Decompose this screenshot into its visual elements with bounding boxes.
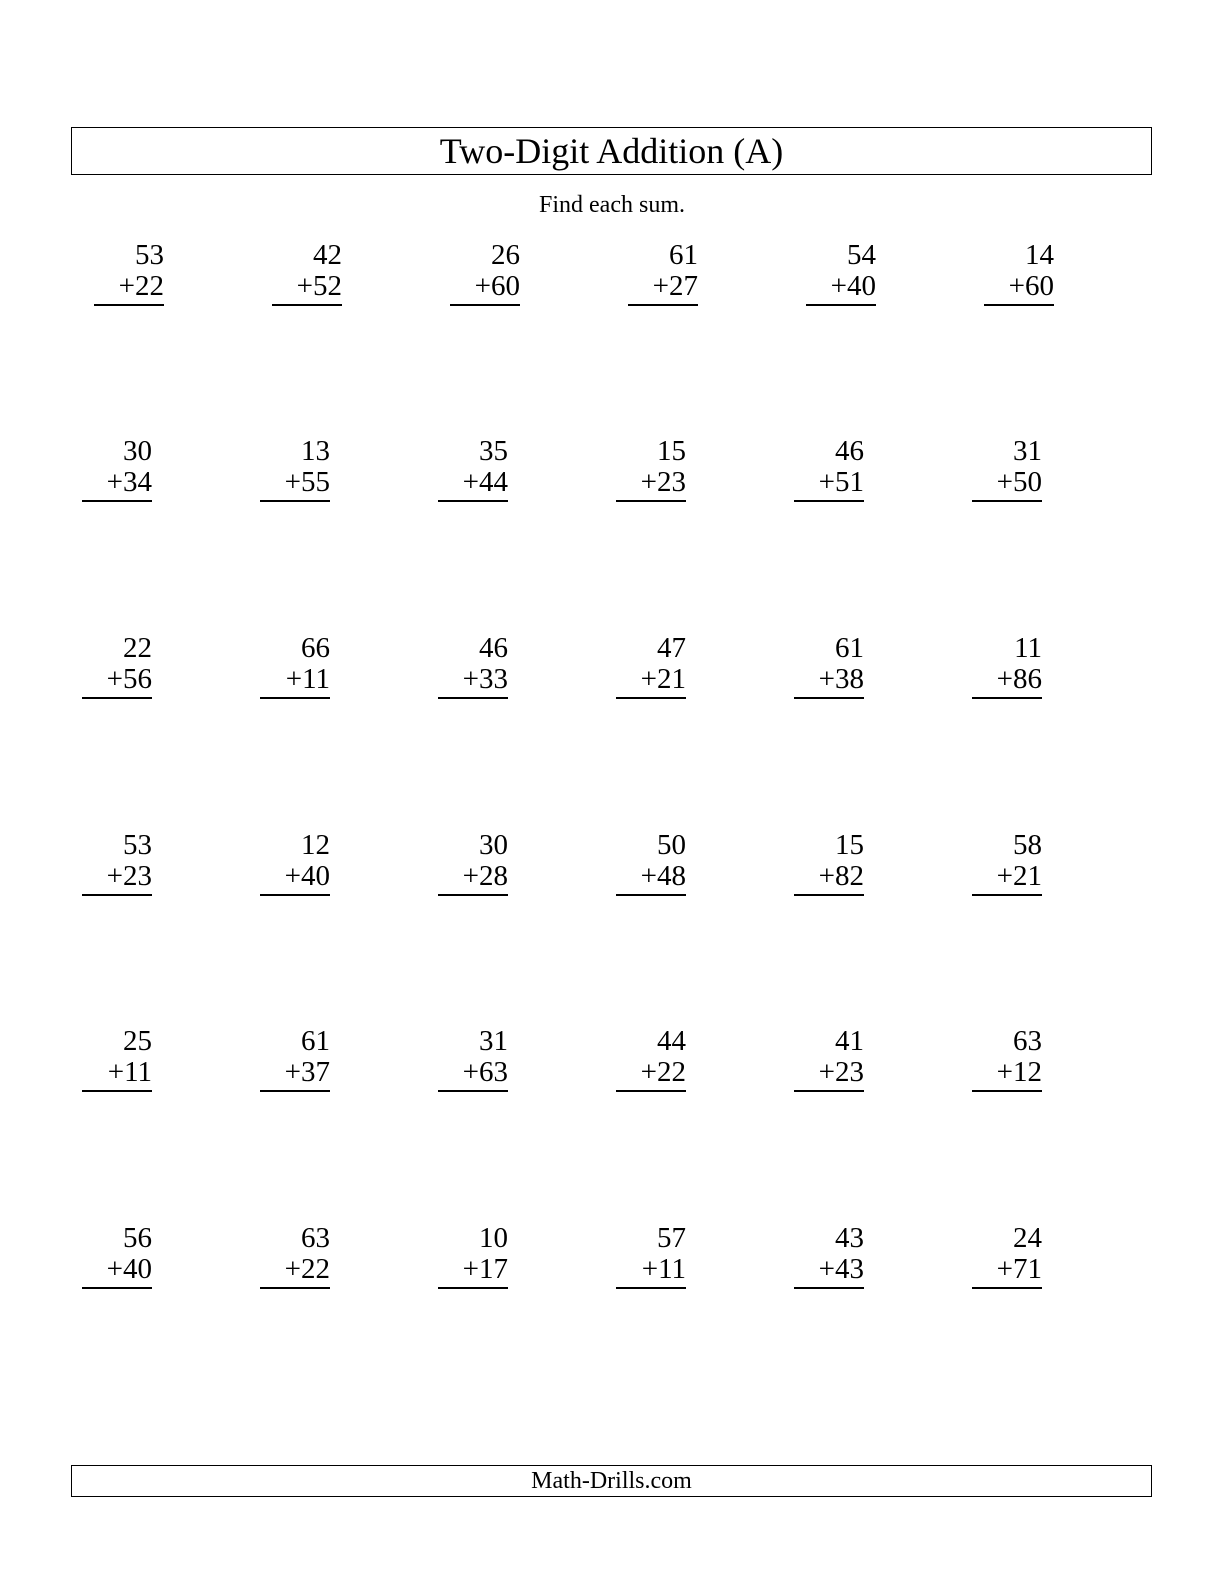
addend-bottom: +60: [984, 271, 1054, 306]
addend-bottom: +11: [82, 1057, 152, 1092]
addend-bottom: +21: [972, 861, 1042, 896]
addition-problem: [628, 240, 698, 306]
addend-top: 61: [835, 632, 864, 664]
addend-bottom: +23: [82, 861, 152, 896]
addend-top: 63: [1013, 1025, 1042, 1057]
addition-problem: [806, 240, 876, 306]
addend-top: 47: [657, 632, 686, 664]
addend-bottom: +44: [438, 467, 508, 502]
addend-top: 63: [301, 1222, 330, 1254]
addend-bottom: +43: [794, 1254, 864, 1289]
addition-problem: [450, 240, 520, 306]
addend-top: 13: [301, 435, 330, 467]
addend-top: 15: [835, 829, 864, 861]
addend-top: 31: [479, 1025, 508, 1057]
addend-bottom: +40: [82, 1254, 152, 1289]
addition-problem: [82, 436, 152, 502]
addition-problem: [260, 633, 330, 699]
addend-top: 15: [657, 435, 686, 467]
addend-bottom: +52: [272, 271, 342, 306]
addend-top: 46: [835, 435, 864, 467]
addition-problem: [82, 1223, 152, 1289]
addend-bottom: +33: [438, 664, 508, 699]
addition-problem: [616, 436, 686, 502]
instructions: Find each sum.: [539, 192, 685, 218]
addend-top: 57: [657, 1222, 686, 1254]
addend-bottom: +22: [94, 271, 164, 306]
addition-problem: [82, 1026, 152, 1092]
addend-bottom: +17: [438, 1254, 508, 1289]
addend-bottom: +22: [260, 1254, 330, 1289]
addition-problem: [972, 1026, 1042, 1092]
addition-problem: [260, 436, 330, 502]
addition-problem: [272, 240, 342, 306]
addend-bottom: +37: [260, 1057, 330, 1092]
addition-problem: [794, 633, 864, 699]
addend-bottom: +56: [82, 664, 152, 699]
addition-problem: [616, 1223, 686, 1289]
addend-bottom: +28: [438, 861, 508, 896]
addition-problem: [972, 633, 1042, 699]
addition-problem: [82, 633, 152, 699]
addition-problem: [260, 1223, 330, 1289]
addend-bottom: +51: [794, 467, 864, 502]
addend-top: 66: [301, 632, 330, 664]
addend-top: 43: [835, 1222, 864, 1254]
addition-problem: [438, 633, 508, 699]
addend-top: 31: [1013, 435, 1042, 467]
addend-bottom: +23: [616, 467, 686, 502]
addend-top: 35: [479, 435, 508, 467]
page-title: Two-Digit Addition (A): [439, 131, 784, 171]
addend-top: 42: [313, 239, 342, 271]
addition-problem: [794, 830, 864, 896]
addition-problem: [616, 1026, 686, 1092]
addend-top: 25: [123, 1025, 152, 1057]
addition-problem: [972, 1223, 1042, 1289]
addend-bottom: +11: [616, 1254, 686, 1289]
addend-top: 30: [479, 829, 508, 861]
addend-top: 22: [123, 632, 152, 664]
footer-text: Math-Drills.com: [531, 1467, 692, 1494]
addition-problem: [794, 1026, 864, 1092]
addend-bottom: +27: [628, 271, 698, 306]
addend-bottom: +23: [794, 1057, 864, 1092]
addition-problem: [438, 830, 508, 896]
addition-problem: [260, 1026, 330, 1092]
addend-top: 11: [1014, 632, 1042, 664]
addend-bottom: +55: [260, 467, 330, 502]
addend-bottom: +82: [794, 861, 864, 896]
addend-top: 12: [301, 829, 330, 861]
addition-problem: [984, 240, 1054, 306]
addend-bottom: +71: [972, 1254, 1042, 1289]
addition-problem: [438, 436, 508, 502]
addend-bottom: +60: [450, 271, 520, 306]
addition-problem: [94, 240, 164, 306]
addend-bottom: +11: [260, 664, 330, 699]
addend-bottom: +34: [82, 467, 152, 502]
addend-top: 44: [657, 1025, 686, 1057]
addend-top: 56: [123, 1222, 152, 1254]
addend-top: 53: [135, 239, 164, 271]
addition-problem: [972, 436, 1042, 502]
addition-problem: [616, 830, 686, 896]
addend-top: 50: [657, 829, 686, 861]
addend-top: 53: [123, 829, 152, 861]
addend-bottom: +12: [972, 1057, 1042, 1092]
addend-bottom: +22: [616, 1057, 686, 1092]
addend-bottom: +63: [438, 1057, 508, 1092]
footer-box: [71, 1465, 1152, 1497]
addition-problem: [794, 436, 864, 502]
addend-bottom: +86: [972, 664, 1042, 699]
addend-top: 41: [835, 1025, 864, 1057]
addend-top: 61: [301, 1025, 330, 1057]
addition-problem: [260, 830, 330, 896]
addition-problem: [616, 633, 686, 699]
addition-problem: [438, 1026, 508, 1092]
addend-top: 10: [479, 1222, 508, 1254]
addition-problem: [794, 1223, 864, 1289]
addend-top: 54: [847, 239, 876, 271]
addition-problem: [972, 830, 1042, 896]
addition-problem: [82, 830, 152, 896]
addend-top: 24: [1013, 1222, 1042, 1254]
addend-top: 14: [1025, 239, 1054, 271]
addend-bottom: +48: [616, 861, 686, 896]
addend-bottom: +38: [794, 664, 864, 699]
addend-bottom: +21: [616, 664, 686, 699]
addend-top: 46: [479, 632, 508, 664]
addend-top: 61: [669, 239, 698, 271]
addend-bottom: +50: [972, 467, 1042, 502]
addition-problem: [438, 1223, 508, 1289]
addend-bottom: +40: [260, 861, 330, 896]
addend-bottom: +40: [806, 271, 876, 306]
addend-top: 26: [491, 239, 520, 271]
addend-top: 30: [123, 435, 152, 467]
addend-top: 58: [1013, 829, 1042, 861]
